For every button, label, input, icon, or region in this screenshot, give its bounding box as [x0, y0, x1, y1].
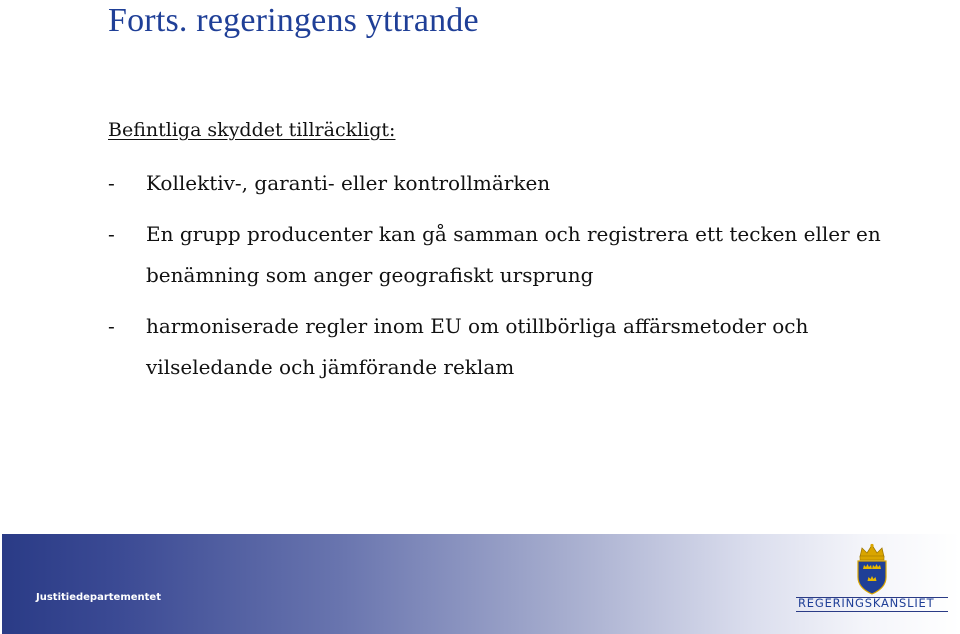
bullet-dash: - [108, 222, 115, 246]
bullet-item [108, 163, 908, 204]
bullet-dash: - [108, 314, 115, 338]
bullet-item [108, 214, 908, 296]
bullet-item [108, 306, 908, 388]
slide-title: Forts. regeringens yttrande [108, 2, 479, 39]
crown-three-crowns-shield-icon [852, 543, 892, 595]
bullet-text: En grupp producenter kan gå samman och registrera ett tecken eller en benämning som anger geografiskt ursprung [146, 222, 881, 287]
department-name: Justitiedepartementet [36, 592, 161, 603]
logo-text: REGERINGSKANSLIET [798, 596, 935, 610]
logo-rule-bottom [796, 611, 948, 612]
regeringskansliet-logo [796, 543, 948, 617]
subheading: Befintliga skyddet tillräckligt: [108, 119, 396, 141]
bullet-text: harmoniserade regler inom EU om otillbörliga affärsmetoder och vilseledande och jämförande reklam [146, 314, 809, 379]
bullet-dash: - [108, 171, 115, 195]
bullet-text: Kollektiv-, garanti- eller kontrollmärken [146, 171, 551, 195]
